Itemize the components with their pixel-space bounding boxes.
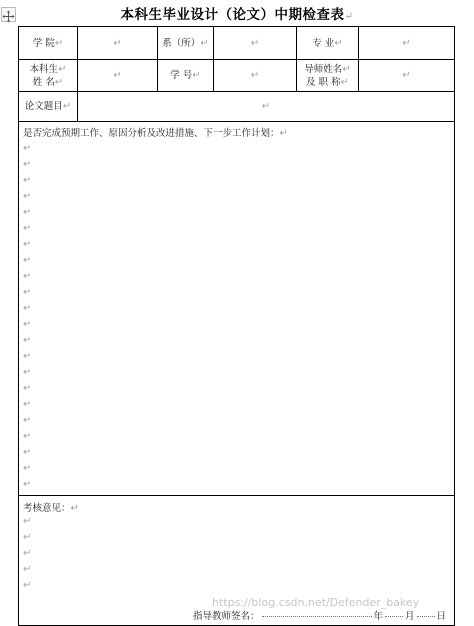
row-divider	[18, 121, 455, 122]
student-name-value[interactable]: ↵	[113, 70, 122, 81]
department-value[interactable]: ↵	[250, 37, 260, 49]
progress-section-label: 是否完成预期工作、原因分析及改进措施、下一步工作计划：↵	[23, 128, 288, 139]
major-value[interactable]: ↵	[402, 37, 411, 49]
student-id-value[interactable]: ↵	[250, 70, 260, 81]
signature-month: 月	[405, 611, 415, 622]
signature-blank[interactable]	[262, 616, 372, 617]
student-id-label: 学 号 ↵	[170, 70, 201, 81]
advisor-value[interactable]: ↵	[402, 70, 411, 81]
advisor-label: 导师姓名↵ 及 职 称↵	[304, 63, 351, 88]
advisor-signature-line	[193, 608, 446, 622]
thesis-title-label: 论文题目 ↵	[24, 101, 72, 112]
title-paragraph-mark: ↵	[344, 11, 354, 22]
department-label: 系（所） ↵	[162, 37, 209, 49]
title-text: 本科生毕业设计（论文）中期检查表	[120, 7, 345, 23]
watermark: https://blog.csdn.net/Defender_bakey	[212, 596, 420, 609]
signature-label: 指导教师签名：	[193, 611, 260, 622]
student-name-label: 本科生↵ 姓 名↵	[29, 63, 67, 88]
college-value[interactable]: ↵	[113, 37, 122, 49]
college-label: 学 院 ↵	[32, 37, 64, 49]
signature-day: 日	[436, 611, 447, 622]
row-divider	[18, 495, 455, 496]
assessment-section-label: 考核意见：↵	[23, 503, 79, 514]
assessment-section-body[interactable]: ↵ ↵ ↵ ↵ ↵	[23, 516, 32, 591]
major-label: 专 业 ↵	[312, 37, 343, 49]
page-title	[0, 3, 474, 23]
thesis-title-value[interactable]: ↵	[261, 101, 271, 112]
signature-year: 年	[373, 611, 384, 622]
progress-section-body[interactable]: ↵ ↵ ↵ ↵ ↵ ↵ ↵ ↵ ↵ ↵ ↵ ↵ ↵ ↵ ↵ ↵ ↵ ↵ ↵ ↵ ↵ ↵	[23, 143, 32, 490]
